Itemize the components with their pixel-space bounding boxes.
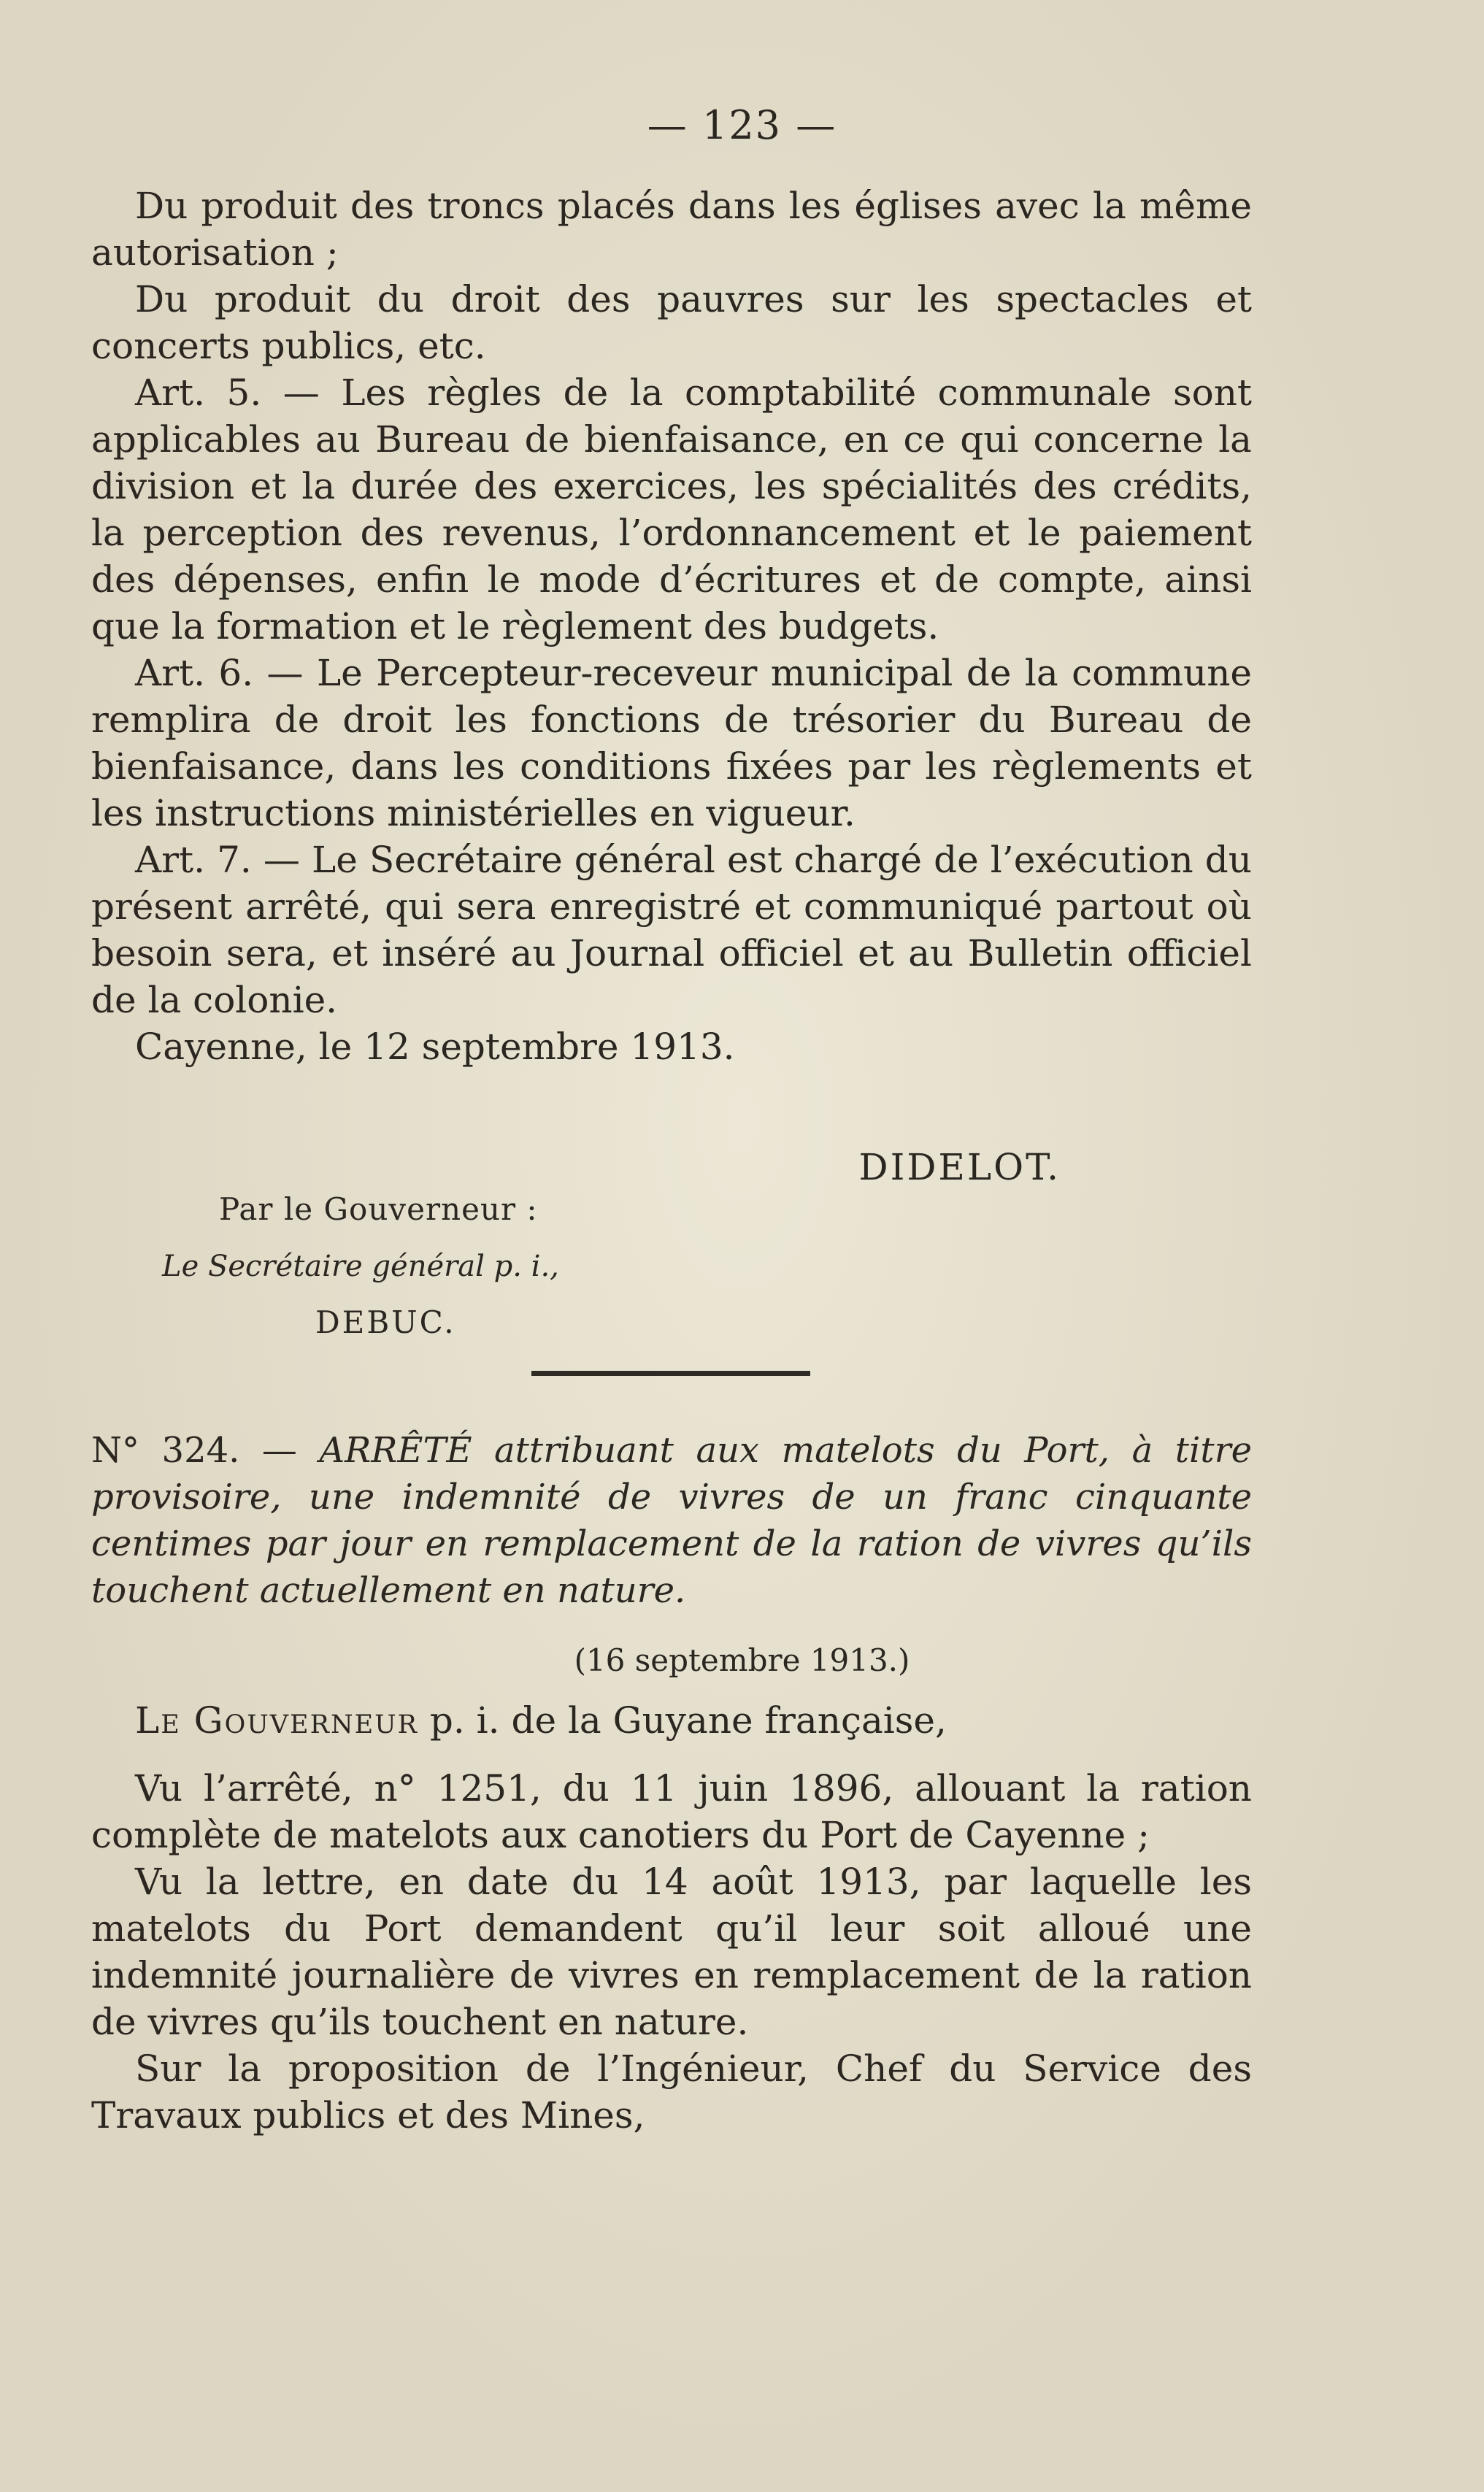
- paragraph: Vu la lettre, en date du 14 août 1913, par laquelle les matelots du Port demandent qu’il leur soit alloué une indemnité journalière de vivres en remplacement de la ration de vivres qu’ils touchent en nature.: [91, 1861, 1252, 2043]
- decree-date: (16 septembre 1913.): [574, 1642, 910, 1678]
- paragraph: Vu l’arrêté, n° 1251, du 11 juin 1896, allouant la ration complète de matelots aux canotiers du Port de Cayenne ;: [91, 1767, 1252, 1856]
- decree-title: ARRÊTÉ attribuant aux matelots du Port, à titre provisoire, une indemnité de vivres de un franc cinquante centimes par jour en remplacement de la ration de vivres qu’ils touchent actuellement en nature.: [91, 1430, 1252, 1611]
- par-le-gouverneur: Par le Gouverneur :: [219, 1191, 538, 1227]
- paragraph: Art. 6. — Le Percepteur-receveur municipal de la commune remplira de droit les fonctions de trésorier du Bureau de bienfaisance, dans les conditions fixées par les règlements et les instructions ministérielles en vigueur.: [91, 652, 1252, 834]
- article-text-bottom: [91, 1765, 1252, 2139]
- paragraph: Art. 5. — Les règles de la comptabilité communale sont applicables au Bureau de bienfaisance, en ce qui concerne la division et la durée des exercices, les spécialités des crédits, la perception des revenus, l’ordonnancement et le paiement des dépenses, enfin le mode d’écritures et de compte, ainsi que la formation et le règlement des budgets.: [91, 372, 1252, 647]
- page-number: — 123 —: [647, 102, 837, 148]
- governor-signature: DIDELOT.: [858, 1146, 1061, 1188]
- governor-title: Le Gouverneur: [135, 1699, 418, 1742]
- article-text-top: [91, 182, 1252, 1070]
- decree-heading: [91, 1427, 1252, 1614]
- secretary-title: Le Secrétaire général p. i.,: [162, 1250, 559, 1283]
- section-divider: [531, 1371, 810, 1376]
- paragraph: Art. 7. — Le Secrétaire général est chargé de l’exécution du présent arrêté, qui sera enregistré et communiqué partout où besoin sera, et inséré au Journal officiel et au Bulletin officiel de la colonie.: [91, 839, 1252, 1021]
- date-line: Cayenne, le 12 septembre 1913.: [135, 1026, 735, 1068]
- governor-line-rest: p. i. de la Guyane française,: [418, 1699, 947, 1742]
- decree-number: N° 324. —: [91, 1430, 297, 1471]
- paragraph: Du produit du droit des pauvres sur les spectacles et concerts publics, etc.: [91, 278, 1252, 367]
- secretary-signature: DEBUC.: [315, 1304, 456, 1340]
- paragraph: Sur la proposition de l’Ingénieur, Chef du Service des Travaux publics et des Mines,: [91, 2047, 1252, 2137]
- paragraph: Du produit des troncs placés dans les églises avec la même autorisation ;: [91, 185, 1252, 274]
- governor-line: [135, 1699, 947, 1742]
